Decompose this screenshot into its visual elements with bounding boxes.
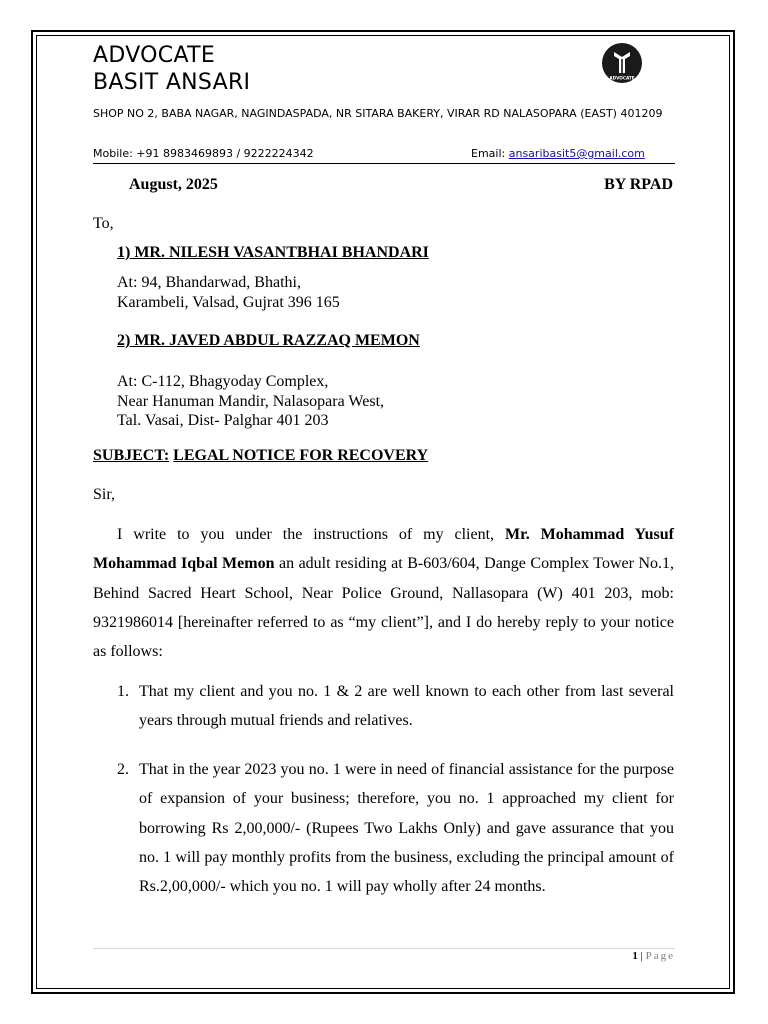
logo-label: ADVOCATE [609, 75, 635, 81]
point-number: 1. [117, 683, 129, 700]
header-divider [93, 163, 675, 164]
intro-paragraph [93, 520, 674, 666]
point-number: 2. [117, 761, 129, 778]
advocate-logo-icon [601, 42, 643, 84]
email-label: Email: [471, 147, 509, 160]
addressee-2-line3: Tal. Vasai, Dist- Palghar 401 203 [117, 412, 329, 429]
footer-divider [93, 948, 675, 949]
addressee-1-line2: Karambeli, Valsad, Gujrat 396 165 [117, 293, 340, 311]
addressee-1-address [117, 273, 340, 312]
subject-text: LEGAL NOTICE FOR RECOVERY [173, 447, 429, 464]
letterhead-title-line2: BASIT ANSARI [93, 70, 251, 95]
to-line: To, [93, 215, 114, 232]
addressee-2-line2: Near Hanuman Mandir, Nalasopara West, [117, 392, 385, 410]
addressee-1-line1: At: 94, Bhandarwad, Bhathi, [117, 274, 301, 291]
addressee-1-name: 1) MR. NILESH VASANTBHAI BHANDARI [117, 244, 429, 261]
point-text: That my client and you no. 1 & 2 are well known to each other from last several years through mutual friends and relatives. [139, 683, 674, 730]
letterhead-title-line1: ADVOCATE [93, 43, 216, 68]
point-item [117, 677, 674, 736]
page-separator: | [637, 950, 646, 962]
intro-text-before: I write to you under the instructions of my client, [117, 526, 505, 543]
letterhead-contact [93, 147, 675, 161]
point-item [117, 755, 674, 901]
client-name: Mr. Mohammad Yusuf Mohammad Iqbal Memon [93, 526, 674, 573]
letterhead-address: SHOP NO 2, BABA NAGAR, NAGINDASPADA, NR SITARA BAKERY, VIRAR RD NALASOPARA (EAST) 401209 [93, 107, 663, 120]
subject-label: SUBJECT: [93, 447, 170, 464]
letter-date: August, 2025 [129, 176, 218, 193]
page-footer [632, 950, 675, 962]
email-line [471, 147, 645, 161]
mobile-numbers: Mobile: +91 8983469893 / 9222224342 [93, 147, 314, 160]
page-number: 1 [632, 950, 638, 962]
dispatch-mode: BY RPAD [604, 176, 673, 193]
email-link[interactable]: ansaribasit5@gmail.com [508, 147, 645, 160]
addressee-2-line1: At: C-112, Bhagyoday Complex, [117, 373, 329, 390]
intro-text-after: an adult residing at B-603/604, Dange Complex Tower No.1, Behind Sacred Heart School, Near Police Ground, Nallasopara (W) 401 203, mob: 9321986014 [hereinafter referred to as “my client”], and I do hereby reply to your notice as follows: [93, 555, 674, 661]
point-text: That in the year 2023 you no. 1 were in need of financial assistance for the purpose of expansion of your business; therefore, you no. 1 approached my client for borrowing Rs 2,00,000/- (Rupees Two Lakhs Only) and gave assurance that you no. 1 will pay monthly profits from the business, excluding the principal amount of Rs.2,00,000/- which you no. 1 will pay wholly after 24 months. [139, 761, 674, 896]
subject-line [93, 447, 428, 465]
addressee-2-name: 2) MR. JAVED ABDUL RAZZAQ MEMON [117, 332, 420, 349]
addressee-2-address [117, 372, 384, 431]
letterhead-title [93, 42, 250, 96]
salutation: Sir, [93, 486, 116, 503]
page-label: Page [645, 950, 675, 962]
